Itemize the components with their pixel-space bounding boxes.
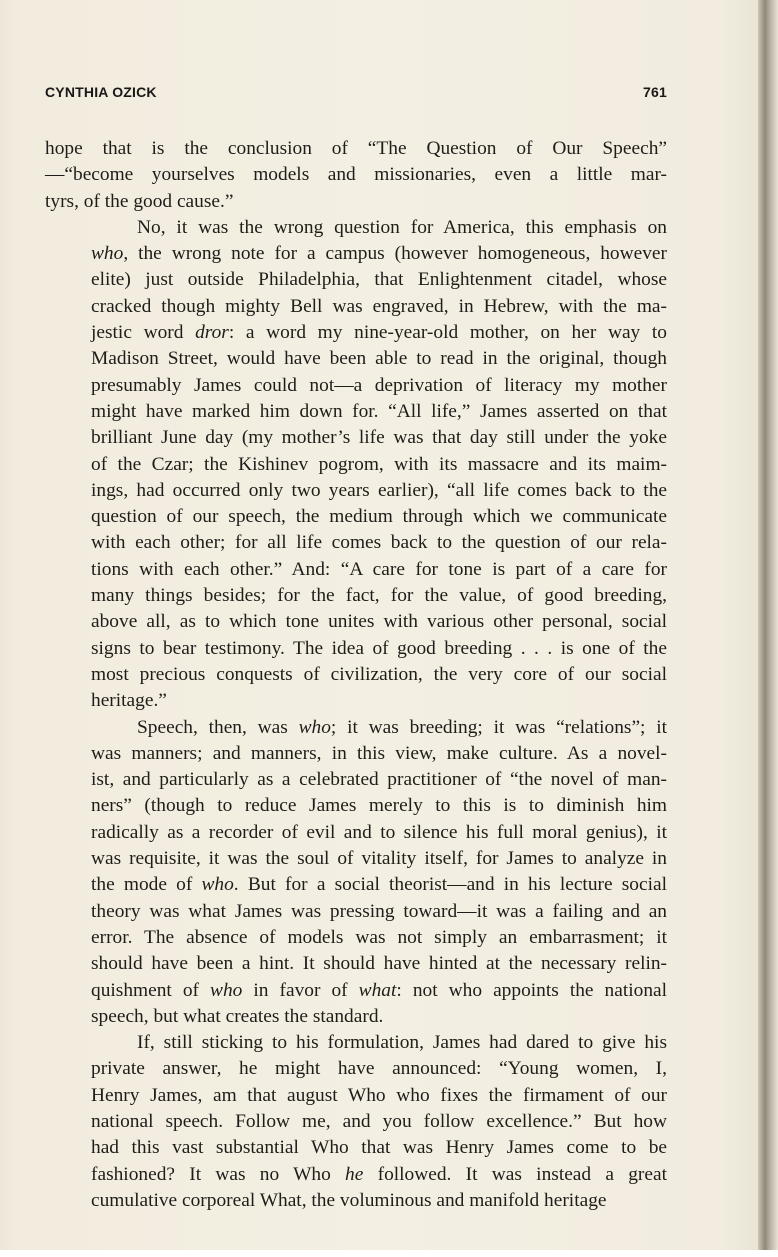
- text-run: had this vast substantial Who that was Henry James come to be: [91, 1137, 667, 1159]
- text-line: [45, 399, 667, 425]
- italic-word: who: [210, 979, 243, 1001]
- text-line: [45, 820, 667, 846]
- text-run: most precious conquests of civilization, the very core of our social: [91, 663, 667, 685]
- text-run: Speech, then, was: [137, 716, 299, 738]
- text-run: —“become yourselves models and missionaries, even a little mar-: [45, 164, 667, 186]
- text-line: [45, 136, 667, 162]
- text-run: theory was what James was pressing toward—it was a failing and an: [91, 900, 667, 922]
- text-run: tyrs, of the good cause.”: [45, 190, 234, 212]
- text-line: [45, 1030, 667, 1056]
- text-line: [45, 320, 667, 346]
- text-line: [45, 741, 667, 767]
- text-run: If, still sticking to his formulation, James had dared to give his: [137, 1032, 667, 1054]
- text-line: [45, 1004, 667, 1030]
- page-number: 761: [643, 84, 667, 100]
- text-line: [45, 452, 667, 478]
- text-line: [45, 162, 667, 188]
- text-line: [45, 846, 667, 872]
- text-line: [45, 715, 667, 741]
- scan-margin: [0, 1250, 778, 1257]
- text-run: quishment of: [91, 979, 211, 1001]
- text-line: [45, 951, 667, 977]
- text-line: [45, 504, 667, 530]
- text-line: [45, 872, 667, 898]
- text-run: brilliant June day (my mother’s life was that day still under the yoke: [91, 427, 667, 449]
- text-run: : a word my nine-year-old mother, on her way to: [228, 322, 667, 344]
- text-line: [45, 1135, 667, 1161]
- text-run: of the Czar; the Kishinev pogrom, with its massacre and its maim-: [91, 453, 667, 475]
- text-run: tions with each other.” And: “A care for tone is part of a care for: [91, 558, 667, 580]
- text-run: jestic word: [91, 322, 196, 344]
- text-line: [45, 241, 667, 267]
- italic-word: what: [358, 979, 397, 1001]
- text-line: [45, 215, 667, 241]
- text-run: might have marked him down for. “All life,” James asserted on that: [91, 400, 667, 422]
- text-run: the mode of: [91, 874, 202, 896]
- text-line: [45, 1109, 667, 1135]
- text-run: hope that is the conclusion of “The Question of Our Speech”: [45, 138, 667, 159]
- body-text: [45, 136, 667, 1214]
- italic-word: who: [298, 716, 331, 738]
- text-run: error. The absence of models was not simply an embarrasment; it: [91, 926, 667, 948]
- text-run: followed. It was instead a great: [363, 1163, 667, 1185]
- running-head-author: CYNTHIA OZICK: [45, 84, 157, 100]
- text-run: question of our speech, the medium through which we communicate: [91, 506, 667, 528]
- text-line: [45, 373, 667, 399]
- text-line: [45, 1162, 667, 1188]
- text-line: [45, 767, 667, 793]
- italic-word: he: [345, 1163, 364, 1185]
- text-line: [45, 925, 667, 951]
- text-line: [45, 1083, 667, 1109]
- text-run: fashioned? It was no Who: [91, 1163, 346, 1185]
- text-line: [45, 557, 667, 583]
- text-line: [45, 609, 667, 635]
- text-run: radically as a recorder of evil and to silence his full moral genius), it: [91, 821, 667, 843]
- text-run: : not who appoints the national: [396, 979, 668, 1001]
- text-run: in favor of: [242, 979, 359, 1001]
- text-line: [45, 530, 667, 556]
- text-run: cracked though mighty Bell was engraved, in Hebrew, with the ma-: [91, 295, 667, 317]
- paragraph: [45, 136, 667, 215]
- text-run: heritage.”: [91, 690, 167, 712]
- text-run: signs to bear testimony. The idea of good breeding . . . is one of the: [91, 637, 667, 659]
- text-run: with each other; for all life comes back to the question of our rela-: [91, 532, 667, 554]
- text-run: should have been a hint. It should have hinted at the necessary relin-: [91, 953, 667, 975]
- text-run: national speech. Follow me, and you follow excellence.” But how: [91, 1110, 667, 1132]
- text-run: speech, but what creates the standard.: [91, 1005, 384, 1027]
- italic-word: who: [201, 874, 234, 896]
- running-head: [45, 84, 667, 106]
- text-line: [45, 1056, 667, 1082]
- text-line: [45, 636, 667, 662]
- text-line: [45, 346, 667, 372]
- text-line: [45, 899, 667, 925]
- text-run: was manners; and manners, in this view, make culture. As a novel-: [91, 742, 667, 764]
- text-run: Henry James, am that august Who who fixes the firmament of our: [91, 1084, 667, 1106]
- italic-word: who: [91, 243, 124, 265]
- text-run: cumulative corporeal What, the voluminous and manifold heritage: [91, 1189, 607, 1211]
- text-line: [45, 662, 667, 688]
- text-run: ; it was breeding; it was “relations”; it: [330, 716, 667, 738]
- text-line: [45, 688, 667, 714]
- page-stack-edge: [758, 0, 778, 1257]
- italic-word: dror: [195, 322, 229, 344]
- paragraph: [45, 715, 667, 1031]
- text-line: [45, 267, 667, 293]
- text-run: presumably James could not—a deprivation of literacy my mother: [91, 374, 667, 396]
- text-line: [45, 478, 667, 504]
- text-line: [45, 425, 667, 451]
- text-run: private answer, he might have announced: “Young women, I,: [91, 1058, 667, 1080]
- text-run: ners” (though to reduce James merely to this is to diminish him: [91, 795, 667, 817]
- text-run: above all, as to which tone unites with various other personal, social: [91, 611, 667, 633]
- text-run: many things besides; for the fact, for the value, of good breeding,: [91, 585, 667, 607]
- text-run: Madison Street, would have been able to read in the original, though: [91, 348, 667, 370]
- text-run: , the wrong note for a campus (however homogeneous, however: [123, 243, 667, 265]
- text-line: [45, 1188, 667, 1214]
- text-line: [45, 294, 667, 320]
- text-line: [45, 189, 667, 215]
- paragraph: [45, 215, 667, 715]
- text-line: [45, 793, 667, 819]
- paragraph: [45, 1030, 667, 1214]
- text-line: [45, 978, 667, 1004]
- text-run: ings, had occurred only two years earlier), “all life comes back to the: [91, 479, 667, 501]
- text-run: was requisite, it was the soul of vitality itself, for James to analyze in: [91, 848, 667, 870]
- text-run: No, it was the wrong question for America, this emphasis on: [137, 216, 667, 238]
- text-run: ist, and particularly as a celebrated practitioner of “the novel of man-: [91, 769, 667, 791]
- text-line: [45, 583, 667, 609]
- text-run: . But for a social theorist—and in his lecture social: [233, 874, 667, 896]
- text-run: elite) just outside Philadelphia, that Enlightenment citadel, whose: [91, 269, 667, 291]
